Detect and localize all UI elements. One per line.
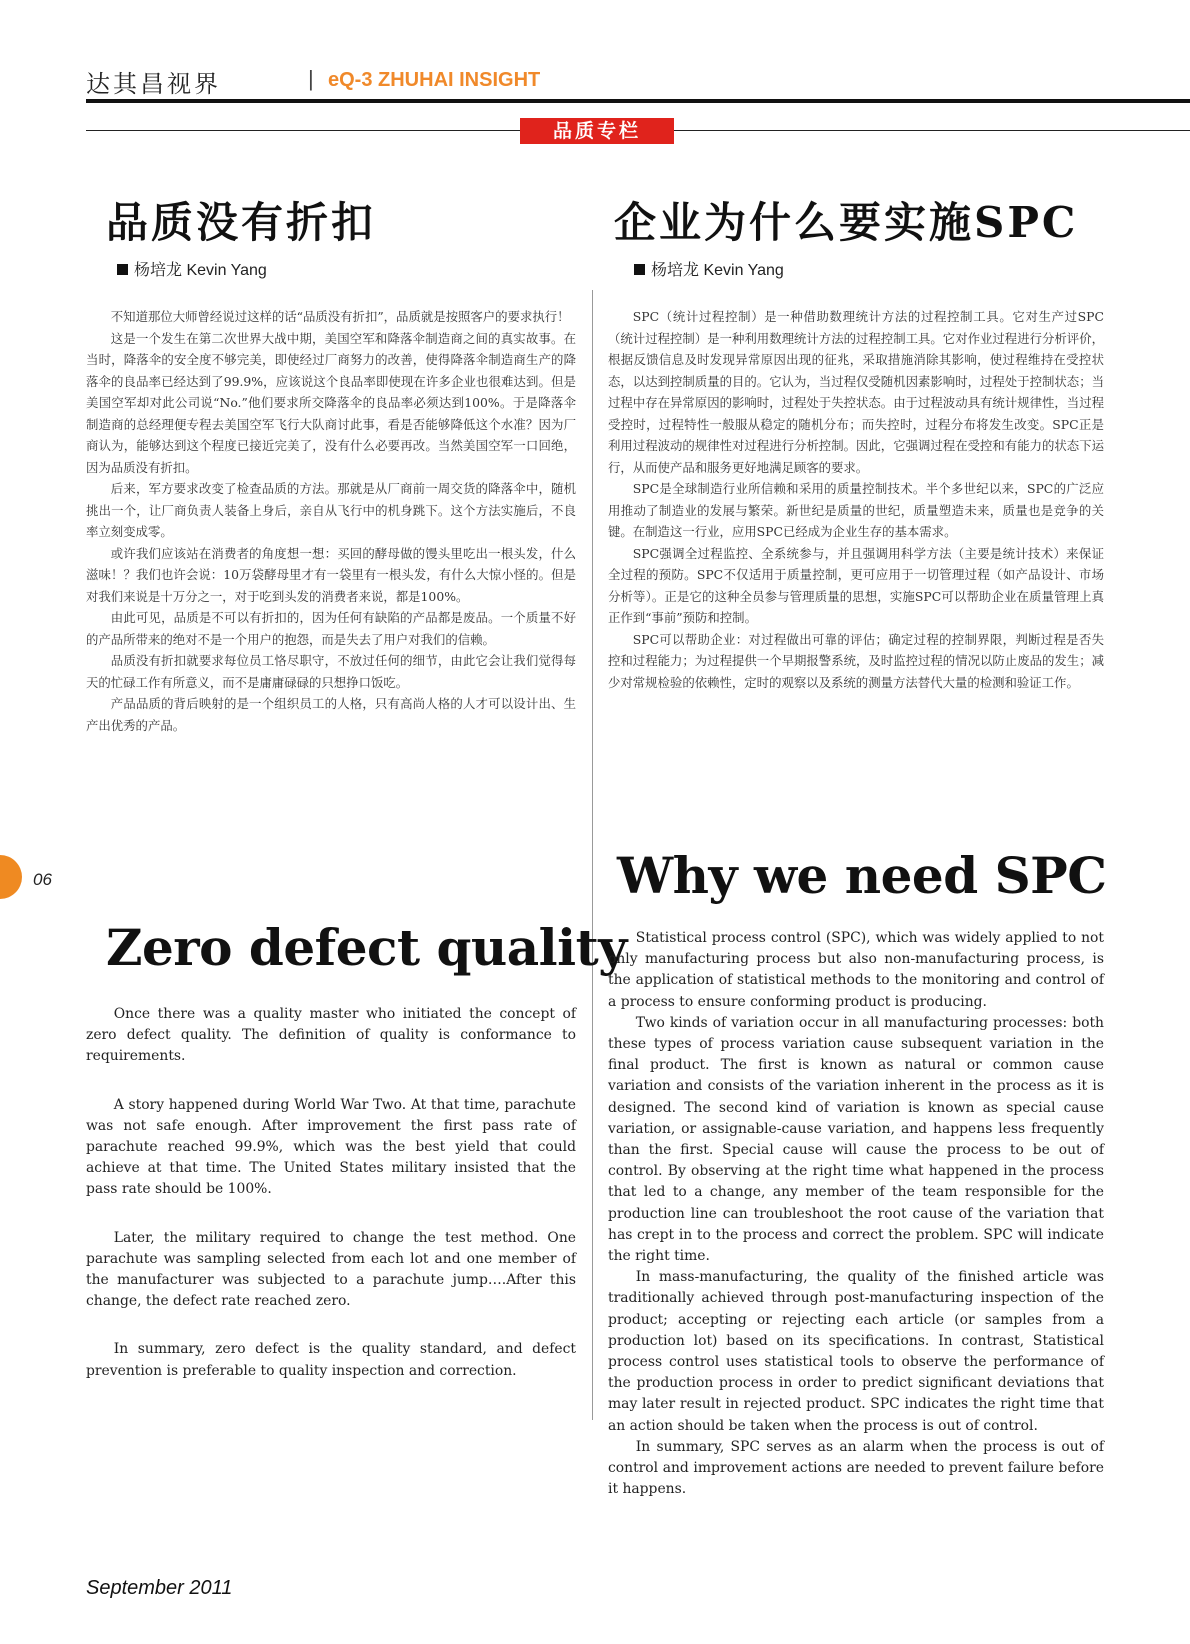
byline-left-text: 杨培龙 Kevin Yang — [134, 262, 267, 279]
paragraph: 品质没有折扣就要求每位员工恪尽职守，不放过任何的细节，由此它会让我们觉得每天的忙碌工作有所意义，而不是庸庸碌碌的只想挣口饭吃。 — [86, 653, 576, 690]
article-title-en-right: Why we need SPC — [617, 846, 1107, 905]
magazine-header — [86, 64, 1190, 98]
paragraph: 产品品质的背后映射的是一个组织员工的人格，只有高尚人格的人才可以设计出、生产出优秀的产品。 — [86, 696, 576, 733]
article-body-cn-left — [86, 306, 576, 736]
paragraph: 这是一个发生在第二次世界大战中期，美国空军和降落伞制造商之间的真实故事。在当时，降落伞的安全度不够完美，即使经过厂商努力的改善，使得降落伞制造商生产的降落伞的良品率已经达到了99.9%，应该说这个良品率即使现在许多企业也很难达到。但是美国空军却对此公司说“No.”他们要求所交降落伞的良品率必须达到100%。于是降落伞制造商的总经理便专程去美国空军飞行大队商讨此事，看是否能够降低这个水准？因为厂商认为，能够达到这个程度已接近完美了，没有什么必要再改。当然美国空军一口回绝，因为品质没有折扣。 — [86, 330, 576, 475]
paragraph: SPC（统计过程控制）是一种借助数理统计方法的过程控制工具。它对生产过SPC（统计过程控制）是一种利用数理统计方法的过程控制工具。它对作业过程进行分析评价，根据反馈信息及时发现异常原因出现的征兆，采取措施消除其影响，使过程维持在受控状态，以达到控制质量的目的。它认为，当过程仅受随机因素影响时，过程处于控制状态；当过程中存在异常原因的影响时，过程处于失控状态。由于过程波动具有统计规律性，当过程受控时，过程特性一般服从稳定的随机分布；而失控时，过程分布将发生改变。SPC正是利用过程波动的规律性对过程进行分析控制。因此，它强调过程在受控和有能力的状态下运行，从而使产品和服务更好地满足顾客的要求。 — [608, 309, 1104, 475]
page-number: 06 — [33, 870, 52, 889]
paragraph: In summary, SPC serves as an alarm when the process is out of control and improvement actions are needed to prevent failure before it happens. — [608, 1438, 1104, 1498]
header-separator: | — [308, 66, 314, 91]
byline-square-icon — [117, 264, 128, 275]
article-title-en-left: Zero defect quality — [106, 918, 627, 977]
paragraph: Later, the military required to change the test method. One parachute was sampling selected from each lot and one member of the manufacturer was subjected to a parachute jump….After this change, the defect rate reached zero. — [86, 1229, 576, 1310]
article-body-en-right — [608, 928, 1104, 1500]
byline-left — [117, 257, 267, 280]
article-title-cn-left: 品质没有折扣 — [106, 198, 377, 247]
paragraph: Two kinds of variation occur in all manufacturing processes: both these types of process variation cause subsequent variation in the final product. The first is known as natural or common cause variation and consists of the variation inherent in the process as it is designed. The second kind of variation is known as special cause variation, or assignable-cause variation, and happens less frequently than the first. Special cause will cause the process to be out of control. By observing at the right time what happened in the process that led to a change, any member of the team responsible for the production line can troubleshoot the root cause of the variation that has crept in to the process and correct the problem. SPC will indicate the right time. — [608, 1014, 1104, 1265]
byline-right-text: 杨培龙 Kevin Yang — [651, 262, 784, 279]
paragraph: SPC是全球制造行业所信赖和采用的质量控制技术。半个多世纪以来，SPC的广泛应用推动了制造业的发展与繁荣。新世纪是质量的世纪，质量塑造未来，质量也是竞争的关键。在制造这一行业，应用SPC已经成为企业生存的基本需求。 — [608, 481, 1104, 539]
header-rule-thick — [86, 99, 1190, 103]
paragraph: In mass-manufacturing, the quality of the finished article was traditionally achieved through post-manufacturing inspection of the product; accepting or rejecting each article (or samples from a production lot) based on its specifications. In contrast, Statistical process control uses statistical tools to observe the performance of the production process in order to predict significant deviations that may later result in rejected product. SPC indicates the right time that an action should be taken when the process is out of control. — [608, 1269, 1104, 1434]
magazine-title-en: eQ-3 ZHUHAI INSIGHT — [328, 69, 541, 91]
column-divider — [592, 290, 593, 1420]
paragraph: 由此可见，品质是不可以有折扣的，因为任何有缺陷的产品都是废品。一个质量不好的产品所带来的绝对不是一个用户的抱怨，而是失去了用户对我们的信赖。 — [86, 610, 576, 647]
column-badge: 品质专栏 — [520, 118, 674, 144]
paragraph: 后来，军方要求改变了检查品质的方法。那就是从厂商前一周交货的降落伞中，随机挑出一个，让厂商负责人装备上身后，亲自从飞行中的机身跳下。这个方法实施后，不良率立刻变成零。 — [86, 481, 576, 539]
paragraph: Once there was a quality master who initiated the concept of zero defect quality. The definition of quality is conformance to requirements. — [86, 1006, 576, 1065]
article-body-cn-right — [608, 306, 1104, 693]
magazine-title-cn: 达其昌视界 — [86, 70, 221, 98]
paragraph: 不知道那位大师曾经说过这样的话“品质没有折扣”，品质就是按照客户的要求执行！ — [110, 309, 570, 324]
article-title-cn-right: 企业为什么要实施SPC — [614, 198, 1079, 247]
issue-date: September 2011 — [86, 1577, 233, 1599]
article-body-en-left — [86, 1004, 576, 1382]
byline-square-icon — [634, 264, 645, 275]
paragraph: In summary, zero defect is the quality standard, and defect prevention is preferable to quality inspection and correction. — [86, 1341, 576, 1379]
byline-right — [634, 257, 784, 280]
paragraph: 或许我们应该站在消费者的角度想一想：买回的酵母做的馒头里吃出一根头发，什么滋味！？我们也许会说：10万袋酵母里才有一袋里有一根头发，有什么大惊小怪的。但是对我们来说是十万分之一，对于吃到头发的消费者来说，都是100%。 — [86, 545, 576, 604]
paragraph: SPC可以帮助企业：对过程做出可靠的评估；确定过程的控制界限，判断过程是否失控和过程能力；为过程提供一个早期报警系统，及时监控过程的情况以防止废品的发生；减少对常规检验的依赖性，定时的观察以及系统的测量方法替代大量的检测和验证工作。 — [608, 631, 1104, 690]
page-tab-marker — [0, 855, 22, 899]
paragraph: Statistical process control (SPC), which was widely applied to not only manufacturing process but also non-manufacturing process, is the application of statistical methods to the monitoring and control of a process to ensure conforming product is producing. — [608, 930, 1104, 1010]
paragraph: SPC强调全过程监控、全系统参与，并且强调用科学方法（主要是统计技术）来保证全过程的预防。SPC不仅适用于质量控制，更可应用于一切管理过程（如产品设计、市场分析等）。正是它的这种全员参与管理质量的思想，实施SPC可以帮助企业在质量管理上真正作到“事前”预防和控制。 — [608, 545, 1104, 625]
paragraph: A story happened during World War Two. At that time, parachute was not safe enough. After improvement the first pass rate of parachute reached 99.9%, which was the best yield that could achieve at that time. The United States military insisted that the pass rate should be 100%. — [86, 1096, 576, 1198]
